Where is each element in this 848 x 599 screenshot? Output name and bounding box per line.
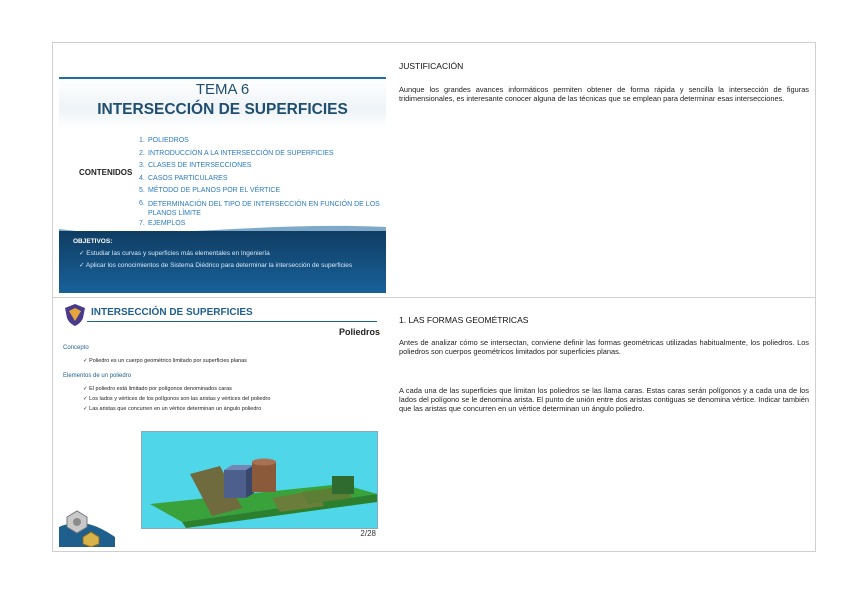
slide-page-number: 2/28 [360, 529, 376, 538]
justificacion-heading: JUSTIFICACIÓN [399, 61, 464, 71]
elementos-item: ✓ Los lados y vértices de los polígonos son las aristas y vértices del poliedro [83, 396, 271, 402]
formas-paragraph: Antes de analizar cómo se intersectan, conviene definir las formas geométricas utilizadas habitualmente, los poliedros. Los poliedros son cuerpos geométricos limitados por superficies planas. [399, 338, 809, 357]
concepto-item: ✓ Poliedro es un cuerpo geométrico limitado por superficies planas [83, 358, 247, 364]
objetivo-item: ✓ Aplicar los conocimientos de Sistema Diédrico para determinar la intersección de superficies [79, 262, 353, 269]
contents-item[interactable]: 6. DETERMINACIÓN DEL TIPO DE INTERSECCIÓN EN FUNCIÓN DE LOS PLANOS LÍMITE [139, 199, 380, 217]
document-page [52, 42, 816, 552]
slide-tema-label: TEMA 6 [195, 81, 250, 98]
objetivos-label: OBJETIVOS: [73, 238, 113, 245]
slide-title: INTERSECCIÓN DE SUPERFICIES [91, 307, 253, 318]
contents-item[interactable]: 4. CASOS PARTICULARES [139, 174, 228, 182]
shield-logo-icon [63, 303, 87, 327]
page-divider [53, 297, 815, 298]
concepto-label: Concepto [63, 345, 89, 351]
contents-list [139, 135, 384, 230]
contenidos-label: CONTENIDOS [79, 168, 133, 177]
contents-item[interactable]: 7. EJEMPLOS [139, 219, 186, 227]
elementos-label: Elementos de un poliedro [63, 373, 132, 379]
justificacion-paragraph: Aunque los grandes avances informáticos permiten obtener de forma rápida y sencilla la intersección de figuras tridimensionales, es interesante conocer alguna de las técnicas que se emplean para determinar esas intersecciones. [399, 85, 809, 104]
elementos-item: ✓ El poliedro está limitado por polígonos denominados caras [83, 386, 232, 392]
contents-item[interactable]: 1. POLIEDROS [139, 137, 189, 144]
elementos-item: ✓ Las aristas que concurren en un vértice determinan un ángulo poliedro [83, 406, 262, 412]
title-rule [87, 321, 377, 322]
slide-tema-6 [59, 49, 386, 293]
slide-tema-title: INTERSECCIÓN DE SUPERFICIES [97, 101, 348, 118]
polyhedra-3d-figure [141, 431, 378, 529]
slide-subtitle: Poliedros [338, 327, 380, 337]
contents-item[interactable]: 3. CLASES DE INTERSECCIONES [139, 162, 252, 169]
objetivo-item: ✓ Estudiar las curvas y superficies más elementales en Ingeniería [79, 250, 270, 257]
formas-paragraph: A cada una de las superficies que limitan los poliedros se las llama caras. Estas caras serán polígonos y a cada una de los lados del polígono se le denomina arista. El punto de unión entre dos aristas contiguas se denomina vértice. Indicar también que las aristas que concurren en un vértice determinan un ángulo poliedro. [399, 386, 809, 414]
bolts-decoration-icon [59, 497, 115, 547]
slide-poliedros [59, 301, 386, 547]
formas-heading: 1. LAS FORMAS GEOMÉTRICAS [399, 315, 529, 325]
contents-item[interactable]: 2. INTRODUCCIÓN A LA INTERSECCIÓN DE SUPERFICIES [139, 149, 334, 157]
contents-item[interactable]: 5. MÉTODO DE PLANOS POR EL VÉRTICE [139, 187, 281, 194]
